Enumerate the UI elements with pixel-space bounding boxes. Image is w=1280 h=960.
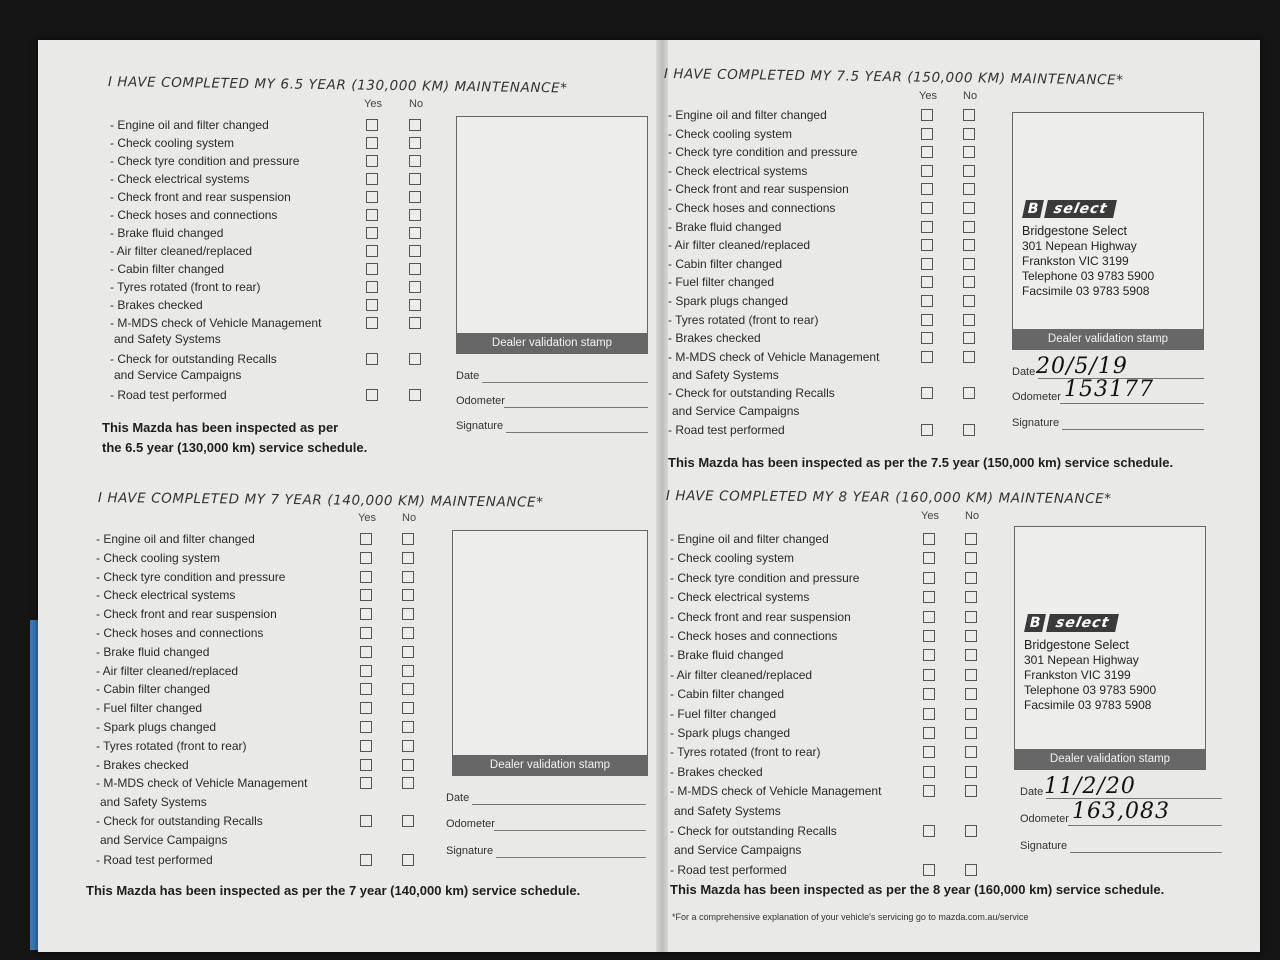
yes-checkbox[interactable]	[360, 759, 372, 771]
no-column-label: No	[963, 90, 978, 102]
checklist-item-label: - Check front and rear suspension	[96, 607, 277, 622]
yes-checkbox[interactable]	[923, 708, 935, 720]
no-checkbox[interactable]	[402, 759, 414, 771]
signature-line	[506, 432, 648, 433]
yes-checkbox[interactable]	[921, 258, 933, 270]
bridgestone-b-icon: B	[1022, 200, 1044, 218]
checklist-item-label: - Tyres rotated (front to rear)	[668, 312, 819, 327]
no-checkbox[interactable]	[402, 721, 414, 733]
no-column-label: No	[965, 510, 980, 522]
checklist-item-label: and Safety Systems	[672, 367, 779, 382]
yes-checkbox[interactable]	[921, 276, 933, 288]
checklist-item-label: - Cabin filter changed	[670, 687, 785, 702]
dealer-suburb: Frankston VIC 3199	[1024, 668, 1131, 682]
dealer-stamp-label: Dealer validation stamp	[1013, 329, 1203, 349]
yes-checkbox[interactable]	[921, 424, 933, 436]
service-footnote: *For a comprehensive explanation of your vehicle's servicing go to mazda.com.au/service	[672, 912, 1029, 922]
no-checkbox[interactable]	[963, 183, 975, 195]
signature-label: Signature	[456, 420, 504, 432]
checklist-item-label: - Air filter cleaned/replaced	[96, 663, 239, 678]
no-checkbox[interactable]	[965, 552, 977, 564]
section-title-s65: I HAVE COMPLETED MY 6.5 YEAR (130,000 KM) MAINTENANCE*	[107, 74, 568, 97]
no-checkbox[interactable]	[402, 777, 414, 789]
yes-checkbox[interactable]	[366, 245, 378, 257]
checklist-item-label: and Service Campaigns	[672, 404, 800, 419]
odometer-label: Odometer	[446, 818, 495, 830]
checklist-item-label: - Air filter cleaned/replaced	[110, 244, 253, 258]
yes-checkbox[interactable]	[360, 683, 372, 695]
no-checkbox[interactable]	[409, 137, 421, 149]
no-checkbox[interactable]	[965, 669, 977, 681]
yes-checkbox[interactable]	[366, 155, 378, 167]
yes-checkbox[interactable]	[366, 263, 378, 275]
yes-checkbox[interactable]	[360, 815, 372, 827]
no-checkbox[interactable]	[402, 740, 414, 752]
no-checkbox[interactable]	[963, 276, 975, 288]
yes-checkbox[interactable]	[366, 227, 378, 239]
checklist-item-label: - Tyres rotated (front to rear)	[110, 280, 261, 294]
checklist-item-label: and Safety Systems	[100, 795, 207, 810]
checklist-item-label: - Check tyre condition and pressure	[96, 569, 286, 584]
yes-checkbox[interactable]	[366, 389, 378, 401]
no-checkbox[interactable]	[965, 864, 977, 876]
no-checkbox[interactable]	[409, 227, 421, 239]
no-checkbox[interactable]	[402, 646, 414, 658]
yes-checkbox[interactable]	[921, 295, 933, 307]
checklist-item-label: - Brake fluid changed	[96, 644, 210, 659]
dealer-phone: Telephone 03 9783 5900	[1024, 683, 1157, 697]
bridgestone-select-logo	[1024, 200, 1115, 218]
checklist-item-label: - Engine oil and filter changed	[96, 532, 255, 546]
checklist-item-label: - Check front and rear suspension	[670, 609, 851, 624]
no-checkbox[interactable]	[409, 263, 421, 275]
checklist-item-label: - Air filter cleaned/replaced	[670, 667, 813, 682]
no-checkbox[interactable]	[965, 533, 977, 545]
checklist-item-label: - Tyres rotated (front to rear)	[96, 738, 247, 753]
checklist-item-label: - Fuel filter changed	[96, 701, 203, 716]
odometer-label: Odometer	[1012, 391, 1061, 403]
yes-checkbox[interactable]	[360, 608, 372, 620]
no-checkbox[interactable]	[402, 815, 414, 827]
handwritten-date[interactable]: 20/5/19	[1036, 354, 1128, 379]
yes-checkbox[interactable]	[921, 351, 933, 363]
no-checkbox[interactable]	[963, 165, 975, 177]
yes-checkbox[interactable]	[360, 854, 372, 866]
yes-column-label: Yes	[364, 98, 382, 110]
no-checkbox[interactable]	[402, 533, 414, 545]
no-checkbox[interactable]	[402, 589, 414, 601]
yes-checkbox[interactable]	[360, 533, 372, 545]
yes-column-label: Yes	[921, 510, 939, 522]
no-checkbox[interactable]	[402, 683, 414, 695]
dealer-fax: Facsimile 03 9783 5908	[1024, 698, 1152, 712]
dealer-stamp-label: Dealer validation stamp	[457, 333, 647, 353]
no-checkbox[interactable]	[402, 665, 414, 677]
no-checkbox[interactable]	[402, 627, 414, 639]
no-checkbox[interactable]	[965, 688, 977, 700]
no-checkbox[interactable]	[409, 245, 421, 257]
no-checkbox[interactable]	[409, 299, 421, 311]
checklist-item-label: - Check for outstanding Recalls	[110, 352, 277, 366]
checklist-item-label: - Fuel filter changed	[670, 706, 777, 721]
checklist-item-label: - Tyres rotated (front to rear)	[670, 745, 821, 760]
no-checkbox[interactable]	[402, 702, 414, 714]
dealer-stamp-label: Dealer validation stamp	[1015, 749, 1205, 769]
no-column-label: No	[409, 98, 424, 110]
signature-label: Signature	[1020, 840, 1068, 852]
checklist-item-label: - Check electrical systems	[110, 172, 250, 186]
checklist-item-label: - Fuel filter changed	[668, 275, 775, 290]
checklist-item-label: - Brakes checked	[668, 331, 761, 346]
yes-checkbox[interactable]	[923, 688, 935, 700]
checklist-item-label: - Cabin filter changed	[110, 262, 225, 276]
dealer-stamp-box	[456, 116, 648, 354]
yes-column-label: Yes	[919, 90, 937, 102]
bridgestone-select-logo	[1026, 614, 1117, 632]
checklist-item-label: and Safety Systems	[674, 803, 781, 818]
no-checkbox[interactable]	[409, 389, 421, 401]
select-wordmark: select	[1044, 200, 1117, 218]
yes-checkbox[interactable]	[921, 314, 933, 326]
checklist-item-label: - Check hoses and connections	[110, 208, 278, 222]
dealer-suburb: Frankston VIC 3199	[1022, 254, 1129, 268]
no-checkbox[interactable]	[963, 295, 975, 307]
handwritten-odometer[interactable]: 163,083	[1072, 799, 1170, 824]
inspection-statement: This Mazda has been inspected as per the 8 year (160,000 km) service schedule.	[670, 882, 1165, 897]
odometer-label: Odometer	[1020, 813, 1069, 825]
checklist-item-label: - Road test performed	[668, 423, 785, 437]
no-checkbox[interactable]	[963, 314, 975, 326]
checklist-item-label: - M-MDS check of Vehicle Management	[670, 784, 882, 799]
odometer-line	[1068, 825, 1222, 826]
date-label: Date	[1012, 366, 1036, 378]
no-checkbox[interactable]	[409, 317, 421, 329]
checklist-item-label: - Brakes checked	[110, 298, 203, 312]
yes-checkbox[interactable]	[921, 146, 933, 158]
yes-checkbox[interactable]	[923, 649, 935, 661]
checklist-item-label: - Check hoses and connections	[96, 626, 264, 640]
yes-checkbox[interactable]	[923, 552, 935, 564]
no-checkbox[interactable]	[409, 155, 421, 167]
no-checkbox[interactable]	[409, 209, 421, 221]
yes-checkbox[interactable]	[923, 630, 935, 642]
checklist-item-label: - Road test performed	[96, 853, 213, 868]
yes-checkbox[interactable]	[360, 777, 372, 789]
checklist-item-label: - Check front and rear suspension	[110, 190, 291, 204]
dealer-street: 301 Nepean Highway	[1022, 239, 1137, 253]
checklist-item-label: - Spark plugs changed	[670, 726, 791, 740]
no-checkbox[interactable]	[965, 630, 977, 642]
date-label: Date	[446, 792, 470, 804]
no-checkbox[interactable]	[963, 387, 975, 399]
no-checkbox[interactable]	[963, 351, 975, 363]
handwritten-odometer[interactable]: 153177	[1064, 377, 1154, 402]
yes-checkbox[interactable]	[366, 137, 378, 149]
yes-checkbox[interactable]	[921, 202, 933, 214]
no-checkbox[interactable]	[963, 424, 975, 436]
no-checkbox[interactable]	[402, 571, 414, 583]
section-title-s8: I HAVE COMPLETED MY 8 YEAR (160,000 KM) MAINTENANCE*	[665, 488, 1112, 508]
handwritten-date[interactable]: 11/2/20	[1044, 774, 1136, 799]
signature-line	[1062, 429, 1204, 430]
inspection-statement-line2: the 6.5 year (130,000 km) service schedule.	[102, 440, 368, 455]
yes-checkbox[interactable]	[360, 589, 372, 601]
checklist-item-label: - M-MDS check of Vehicle Management	[668, 349, 880, 364]
no-checkbox[interactable]	[965, 727, 977, 739]
checklist-item-label: - Check front and rear suspension	[668, 182, 849, 197]
checklist-item-label: - Road test performed	[110, 388, 227, 402]
checklist-item-label: - Check electrical systems	[670, 590, 810, 605]
no-checkbox[interactable]	[409, 119, 421, 131]
select-wordmark: select	[1046, 614, 1119, 632]
no-checkbox[interactable]	[965, 708, 977, 720]
no-checkbox[interactable]	[963, 221, 975, 233]
yes-checkbox[interactable]	[923, 825, 935, 837]
checklist-item-label: and Service Campaigns	[114, 368, 242, 382]
yes-checkbox[interactable]	[360, 702, 372, 714]
section-title-s7: I HAVE COMPLETED MY 7 YEAR (140,000 KM) MAINTENANCE*	[97, 490, 544, 511]
dealer-stamp-box	[452, 530, 648, 776]
checklist-item-label: - M-MDS check of Vehicle Management	[96, 776, 308, 791]
yes-checkbox[interactable]	[360, 665, 372, 677]
date-line	[482, 382, 648, 383]
checklist-item-label: - Brakes checked	[670, 764, 763, 779]
no-checkbox[interactable]	[965, 746, 977, 758]
no-checkbox[interactable]	[965, 611, 977, 623]
checklist-item-label: - Check cooling system	[96, 550, 221, 565]
odometer-line	[494, 830, 646, 831]
no-checkbox[interactable]	[409, 353, 421, 365]
checklist-item-label: - Brakes checked	[96, 757, 189, 772]
yes-checkbox[interactable]	[366, 191, 378, 203]
no-checkbox[interactable]	[402, 608, 414, 620]
odometer-line	[504, 407, 648, 408]
checklist-item-label: - Check tyre condition and pressure	[110, 154, 300, 168]
no-checkbox[interactable]	[409, 281, 421, 293]
checklist-item-label: - Check electrical systems	[668, 163, 808, 178]
checklist-item-label: - Check for outstanding Recalls	[668, 386, 835, 401]
checklist-item-label: - Cabin filter changed	[96, 682, 211, 697]
yes-checkbox[interactable]	[366, 119, 378, 131]
yes-checkbox[interactable]	[921, 221, 933, 233]
checklist-item-label: and Service Campaigns	[674, 843, 802, 857]
yes-column-label: Yes	[358, 512, 376, 524]
checklist-item-label: - Engine oil and filter changed	[668, 108, 827, 122]
checklist-item-label: - M-MDS check of Vehicle Management	[110, 316, 322, 330]
odometer-line	[1060, 403, 1204, 404]
no-checkbox[interactable]	[965, 825, 977, 837]
no-checkbox[interactable]	[963, 146, 975, 158]
yes-checkbox[interactable]	[923, 591, 935, 603]
no-checkbox[interactable]	[963, 109, 975, 121]
yes-checkbox[interactable]	[921, 183, 933, 195]
checklist-item-label: - Check hoses and connections	[668, 201, 836, 215]
no-checkbox[interactable]	[963, 128, 975, 140]
yes-checkbox[interactable]	[921, 239, 933, 251]
yes-checkbox[interactable]	[921, 109, 933, 121]
no-checkbox[interactable]	[402, 854, 414, 866]
yes-checkbox[interactable]	[923, 727, 935, 739]
dealer-street: 301 Nepean Highway	[1024, 653, 1139, 667]
no-checkbox[interactable]	[965, 591, 977, 603]
yes-checkbox[interactable]	[360, 571, 372, 583]
checklist-item-label: - Check tyre condition and pressure	[670, 570, 860, 585]
no-checkbox[interactable]	[409, 191, 421, 203]
yes-checkbox[interactable]	[360, 552, 372, 564]
checklist-item-label: - Spark plugs changed	[668, 294, 789, 308]
no-checkbox[interactable]	[409, 173, 421, 185]
yes-checkbox[interactable]	[360, 740, 372, 752]
dealer-stamp-label: Dealer validation stamp	[453, 755, 647, 775]
checklist-item-label: - Brake fluid changed	[110, 226, 224, 240]
checklist-item-label: - Check cooling system	[668, 126, 793, 141]
no-checkbox[interactable]	[965, 785, 977, 797]
checklist-item-label: - Check hoses and connections	[670, 629, 838, 643]
checklist-item-label: - Check electrical systems	[96, 588, 236, 603]
checklist-item-label: - Check cooling system	[670, 551, 795, 566]
yes-checkbox[interactable]	[366, 353, 378, 365]
yes-checkbox[interactable]	[923, 785, 935, 797]
yes-checkbox[interactable]	[923, 746, 935, 758]
no-checkbox[interactable]	[965, 766, 977, 778]
yes-checkbox[interactable]	[923, 572, 935, 584]
yes-checkbox[interactable]	[921, 387, 933, 399]
yes-checkbox[interactable]	[921, 165, 933, 177]
signature-line	[496, 857, 646, 858]
yes-checkbox[interactable]	[921, 128, 933, 140]
signature-line	[1070, 852, 1222, 853]
yes-checkbox[interactable]	[360, 721, 372, 733]
no-checkbox[interactable]	[963, 202, 975, 214]
inspection-statement: This Mazda has been inspected as per the 7.5 year (150,000 km) service schedule.	[668, 455, 1174, 470]
yes-checkbox[interactable]	[360, 646, 372, 658]
no-checkbox[interactable]	[963, 239, 975, 251]
no-checkbox[interactable]	[963, 332, 975, 344]
section-title-s75: I HAVE COMPLETED MY 7.5 YEAR (150,000 KM) MAINTENANCE*	[663, 66, 1124, 89]
checklist-item-label: - Road test performed	[670, 863, 787, 877]
no-column-label: No	[402, 512, 417, 524]
yes-checkbox[interactable]	[366, 281, 378, 293]
bridgestone-b-icon: B	[1024, 614, 1046, 632]
checklist-item-label: - Brake fluid changed	[670, 648, 784, 663]
checklist-item-label: - Spark plugs changed	[96, 720, 217, 734]
no-checkbox[interactable]	[402, 552, 414, 564]
yes-checkbox[interactable]	[923, 864, 935, 876]
no-checkbox[interactable]	[965, 572, 977, 584]
checklist-item-label: - Cabin filter changed	[668, 256, 783, 271]
yes-checkbox[interactable]	[366, 317, 378, 329]
checklist-item-label: - Engine oil and filter changed	[110, 118, 269, 132]
checklist-item-label: - Check cooling system	[110, 136, 235, 150]
inspection-statement: This Mazda has been inspected as per the 7 year (140,000 km) service schedule.	[86, 883, 581, 898]
yes-checkbox[interactable]	[923, 766, 935, 778]
yes-checkbox[interactable]	[923, 669, 935, 681]
yes-checkbox[interactable]	[923, 533, 935, 545]
no-checkbox[interactable]	[963, 258, 975, 270]
checklist-item-label: - Brake fluid changed	[668, 219, 782, 234]
date-label: Date	[456, 370, 480, 382]
checklist-item-label: and Safety Systems	[114, 332, 221, 346]
yes-checkbox[interactable]	[366, 173, 378, 185]
yes-checkbox[interactable]	[360, 627, 372, 639]
odometer-label: Odometer	[456, 395, 505, 407]
signature-label: Signature	[446, 845, 494, 857]
yes-checkbox[interactable]	[921, 332, 933, 344]
signature-label: Signature	[1012, 417, 1060, 429]
dealer-phone: Telephone 03 9783 5900	[1022, 269, 1155, 283]
checklist-item-label: - Check tyre condition and pressure	[668, 145, 858, 160]
checklist-item-label: - Air filter cleaned/replaced	[668, 238, 811, 253]
yes-checkbox[interactable]	[923, 611, 935, 623]
dealer-fax: Facsimile 03 9783 5908	[1022, 284, 1150, 298]
dealer-name: Bridgestone Select	[1024, 638, 1129, 652]
yes-checkbox[interactable]	[366, 209, 378, 221]
checklist-item-label: - Engine oil and filter changed	[670, 532, 829, 546]
checklist-item-label: - Check for outstanding Recalls	[670, 823, 837, 838]
date-line	[472, 804, 646, 805]
no-checkbox[interactable]	[965, 649, 977, 661]
yes-checkbox[interactable]	[366, 299, 378, 311]
checklist-item-label: - Check for outstanding Recalls	[96, 814, 263, 829]
inspection-statement: This Mazda has been inspected as per	[102, 420, 339, 435]
dealer-name: Bridgestone Select	[1022, 224, 1127, 238]
date-label: Date	[1020, 786, 1044, 798]
checklist-item-label: and Service Campaigns	[100, 833, 228, 848]
